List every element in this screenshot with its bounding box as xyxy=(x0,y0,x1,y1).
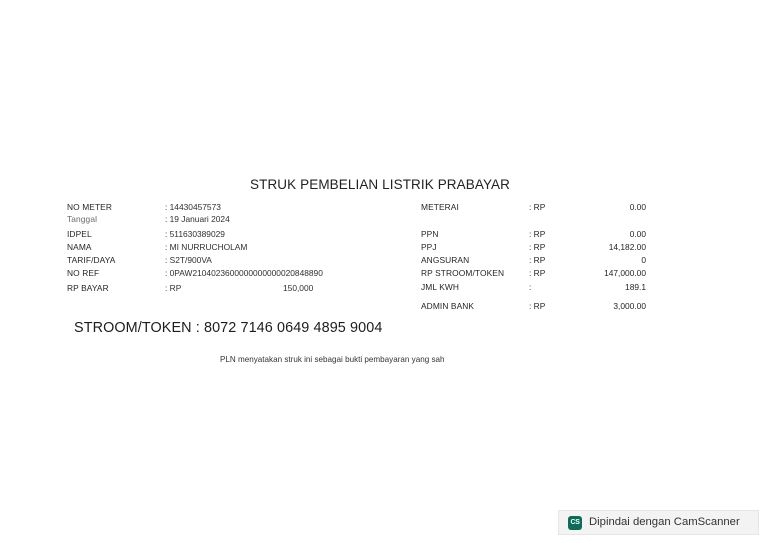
installment-row xyxy=(421,254,646,266)
date-label: Tanggal xyxy=(67,214,98,224)
token-number-line: STROOM/TOKEN : 8072 7146 0649 4895 9004 xyxy=(74,320,383,336)
token-amount-row xyxy=(421,267,646,279)
scanner-watermark-text: Dipindai dengan CamScanner xyxy=(589,516,740,528)
customer-id-label: IDPEL xyxy=(67,229,92,239)
date-value: : 19 Januari 2024 xyxy=(165,214,230,224)
stamp-duty-amount: 0.00 xyxy=(629,202,646,212)
kwh-total-value: 189.1 xyxy=(625,282,646,292)
token-amount-label: RP STROOM/TOKEN xyxy=(421,268,505,278)
ppn-row xyxy=(421,228,646,240)
receipt-title: STRUK PEMBELIAN LISTRIK PRABAYAR xyxy=(250,177,511,192)
payment-amount-label: RP BAYAR xyxy=(67,283,109,293)
kwh-total-label: JML KWH xyxy=(421,282,460,292)
installment-currency: : RP xyxy=(529,255,546,265)
ppj-currency: : RP xyxy=(529,242,546,252)
installment-amount: 0 xyxy=(641,255,646,265)
reference-number-value: : 0PAW2104023600000000000020848890 xyxy=(165,268,323,278)
stamp-duty-currency: : RP xyxy=(529,202,546,212)
bank-fee-label: ADMIN BANK xyxy=(421,301,475,311)
installment-label: ANGSURAN xyxy=(421,255,470,265)
token-amount-currency: : RP xyxy=(529,268,546,278)
bank-fee-amount: 3,000.00 xyxy=(613,301,646,311)
receipt-validity-note: PLN menyatakan struk ini sebagai bukti pembayaran yang sah xyxy=(220,355,445,364)
meter-number-value: : 14430457573 xyxy=(165,202,221,212)
ppn-label: PPN xyxy=(421,229,439,239)
stamp-duty-row xyxy=(421,201,646,213)
bank-fee-row xyxy=(421,300,646,312)
tariff-power-label: TARIF/DAYA xyxy=(67,255,116,265)
ppn-currency: : RP xyxy=(529,229,546,239)
camscanner-logo-icon: CS xyxy=(568,516,582,530)
payment-amount-value: 150,000 xyxy=(283,283,314,293)
ppj-amount: 14,182.00 xyxy=(608,242,646,252)
tariff-power-value: : S2T/900VA xyxy=(165,255,212,265)
payment-currency-prefix: : RP xyxy=(165,283,182,293)
meter-number-label: NO METER xyxy=(67,202,113,212)
ppj-row xyxy=(421,241,646,253)
ppn-amount: 0.00 xyxy=(629,229,646,239)
customer-name-value: : MI NURRUCHOLAM xyxy=(165,242,248,252)
kwh-total-row xyxy=(421,281,646,293)
customer-name-label: NAMA xyxy=(67,242,92,252)
bank-fee-currency: : RP xyxy=(529,301,546,311)
scanner-watermark xyxy=(558,510,759,535)
customer-id-value: : 511630389029 xyxy=(165,229,225,239)
token-amount-value: 147,000.00 xyxy=(604,268,646,278)
stamp-duty-label: METERAI xyxy=(421,202,459,212)
kwh-total-separator: : xyxy=(529,282,532,292)
ppj-label: PPJ xyxy=(421,242,437,252)
reference-number-label: NO REF xyxy=(67,268,100,278)
